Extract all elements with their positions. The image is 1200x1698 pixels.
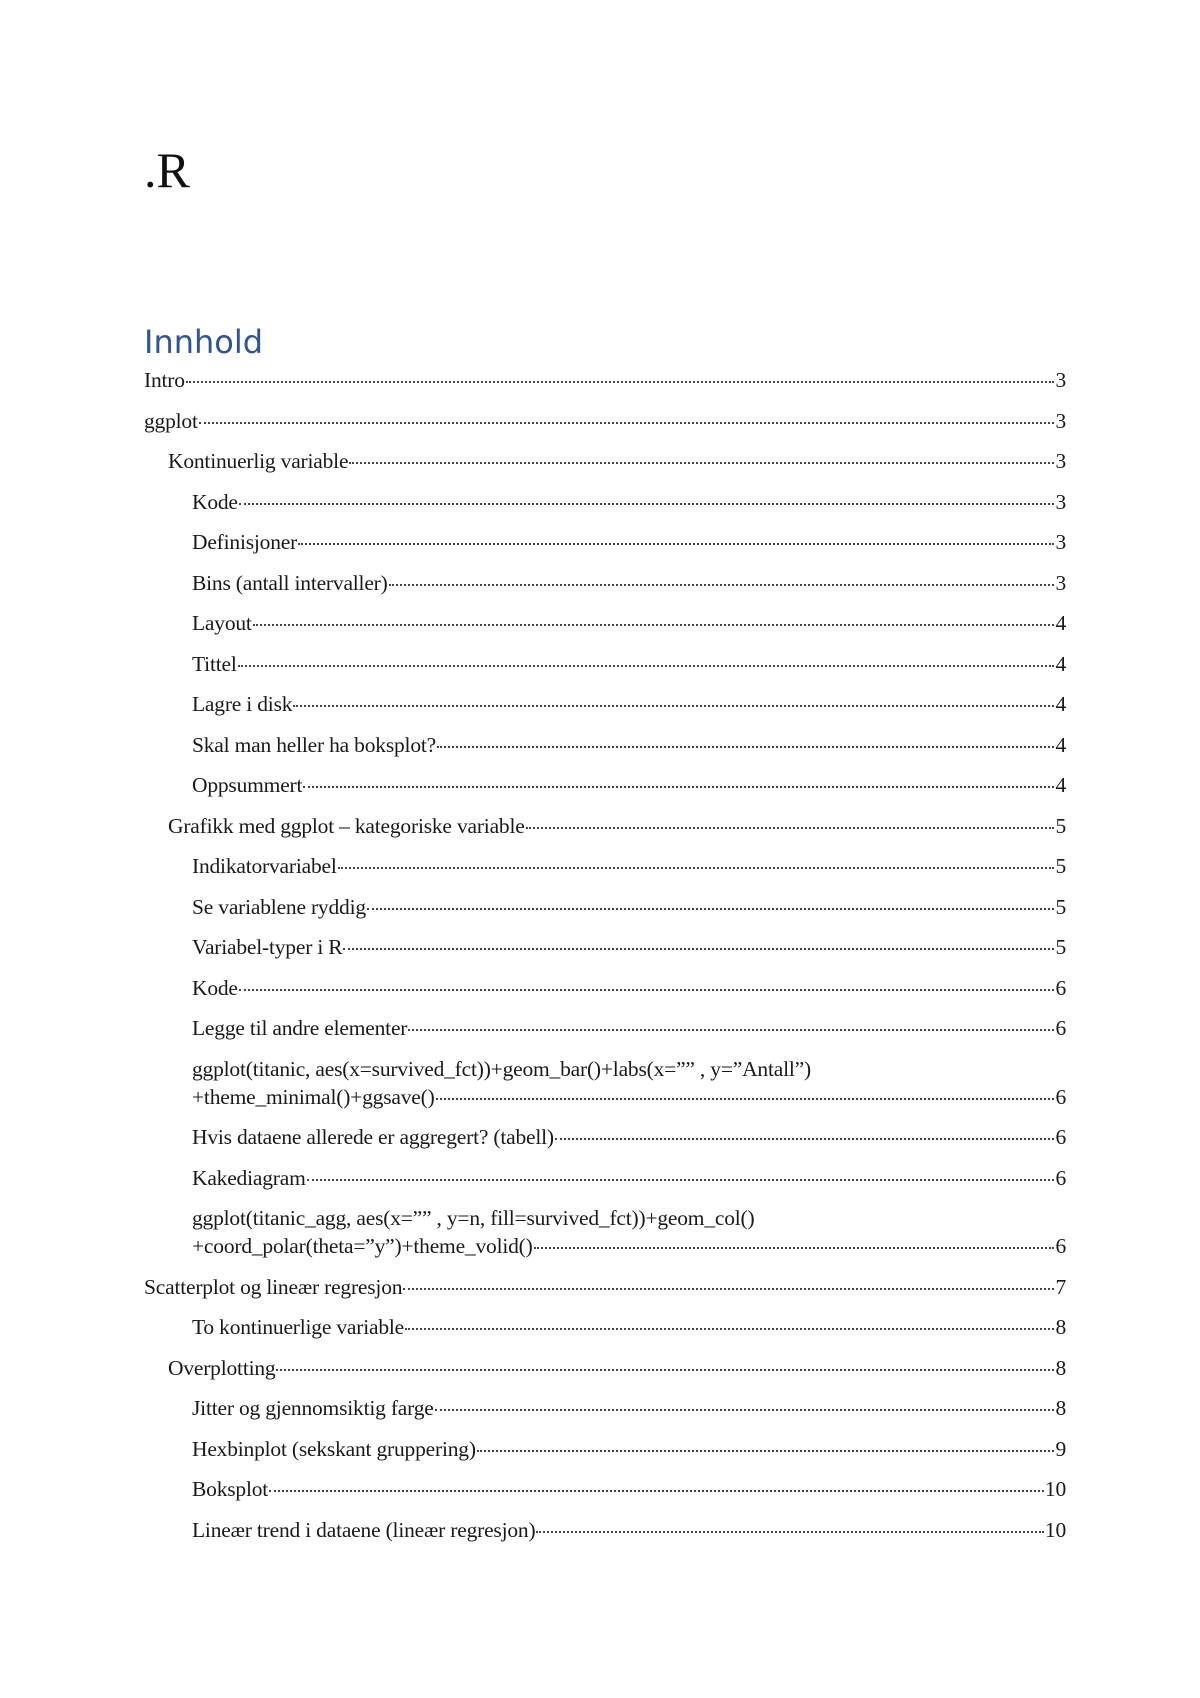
toc-dot-leader xyxy=(253,624,1055,626)
toc-entry-title: Lagre i disk xyxy=(192,692,293,716)
toc-dot-leader xyxy=(239,989,1055,991)
toc-dot-leader xyxy=(389,584,1055,586)
toc-entry[interactable] xyxy=(144,1014,1066,1042)
toc-page-number: 9 xyxy=(1055,1436,1066,1461)
toc-entry[interactable] xyxy=(144,447,1066,475)
toc-entry[interactable] xyxy=(144,1516,1066,1544)
toc-page-number: 3 xyxy=(1055,489,1066,514)
toc-dot-leader xyxy=(298,543,1054,545)
toc-entry-title: Skal man heller ha boksplot? xyxy=(192,732,436,757)
toc-page-number: 8 xyxy=(1055,1315,1066,1339)
toc-entry[interactable] xyxy=(144,528,1066,556)
toc-page-number: 5 xyxy=(1055,813,1066,838)
toc-entry[interactable] xyxy=(144,609,1066,637)
toc-entry[interactable] xyxy=(144,1435,1066,1463)
toc-entry[interactable] xyxy=(144,771,1066,799)
toc-page-number: 4 xyxy=(1055,732,1066,757)
toc-dot-leader xyxy=(269,1490,1044,1492)
toc-entry-title: Hexbinplot (sekskant gruppering) xyxy=(192,1436,476,1461)
toc-entry-title: Grafikk med ggplot – kategoriske variable xyxy=(168,813,525,838)
toc-dot-leader xyxy=(435,1409,1055,1411)
toc-entry-title: Bins (antall intervaller) xyxy=(192,570,388,595)
toc-page-number: 10 xyxy=(1044,1517,1066,1542)
toc-dot-leader xyxy=(239,503,1055,505)
toc-entry-title: Definisjoner xyxy=(192,530,298,554)
toc-page-number: 5 xyxy=(1055,935,1066,959)
toc-entry[interactable] xyxy=(144,852,1066,880)
toc-page-number: 5 xyxy=(1055,894,1066,919)
toc-page-number: 7 xyxy=(1055,1274,1066,1299)
toc-entry[interactable] xyxy=(144,731,1066,759)
toc-page-number: 6 xyxy=(1055,1234,1066,1258)
toc-entry-title: Kakediagram xyxy=(192,1165,306,1190)
toc-dot-leader xyxy=(276,1369,1054,1371)
toc-page-number: 6 xyxy=(1055,1125,1066,1149)
toc-page-number: 4 xyxy=(1055,773,1066,797)
toc-entry-title: Indikatorvariabel xyxy=(192,854,337,878)
toc-dot-leader xyxy=(186,381,1055,383)
toc-dot-leader xyxy=(307,1179,1055,1181)
toc-entry[interactable] xyxy=(144,1394,1066,1422)
toc-entry[interactable] xyxy=(144,1123,1066,1151)
toc-entry[interactable] xyxy=(144,812,1066,840)
table-of-contents xyxy=(144,366,1066,1556)
toc-page-number: 6 xyxy=(1055,975,1066,1000)
document-title: .R xyxy=(144,142,190,198)
toc-entry-title: Kontinuerlig variable xyxy=(168,449,349,473)
toc-dot-leader xyxy=(367,908,1055,910)
toc-page-number: 8 xyxy=(1055,1355,1066,1380)
toc-entry-title-line: ggplot(titanic_agg, aes(x=”” , y=n, fill=survived_fct))+geom_col() xyxy=(192,1206,755,1230)
toc-entry-title: ggplot xyxy=(144,408,198,433)
toc-entry-title: Scatterplot og lineær regresjon xyxy=(144,1274,403,1299)
toc-page-number: 5 xyxy=(1055,854,1066,878)
toc-entry[interactable] xyxy=(144,488,1066,516)
toc-entry-title: Layout xyxy=(192,611,252,635)
toc-dot-leader xyxy=(199,422,1055,424)
toc-page-number: 6 xyxy=(1055,1165,1066,1190)
toc-dot-leader xyxy=(534,1247,1055,1249)
toc-page-number: 3 xyxy=(1055,570,1066,595)
toc-dot-leader xyxy=(408,1029,1054,1031)
toc-entry-title: To kontinuerlige variable xyxy=(192,1315,405,1339)
toc-dot-leader xyxy=(238,665,1055,667)
toc-entry-title-line: ggplot(titanic, aes(x=survived_fct))+geom_bar()+labs(x=”” , y=”Antall”) xyxy=(192,1056,811,1081)
toc-page-number: 6 xyxy=(1055,1016,1066,1040)
toc-entry-title: Kode xyxy=(192,489,238,514)
toc-entry-title: Tittel xyxy=(192,651,237,676)
toc-entry-title: Hvis dataene allerede er aggregert? (tabell) xyxy=(192,1125,554,1149)
toc-dot-leader xyxy=(555,1138,1055,1140)
toc-dot-leader xyxy=(477,1450,1055,1452)
toc-entry-title: Kode xyxy=(192,975,238,1000)
toc-entry[interactable] xyxy=(144,974,1066,1002)
toc-dot-leader xyxy=(437,746,1054,748)
toc-page-number: 8 xyxy=(1055,1396,1066,1420)
toc-entry-title: Intro xyxy=(144,368,185,392)
toc-dot-leader xyxy=(405,1328,1054,1330)
toc-page-number: 10 xyxy=(1044,1477,1066,1501)
toc-entry-title: Variabel-typer i R xyxy=(192,935,343,959)
toc-entry[interactable] xyxy=(144,1164,1066,1192)
toc-entry-title: +coord_polar(theta=”y”)+theme_volid() xyxy=(192,1234,533,1258)
toc-dot-leader xyxy=(293,705,1054,707)
toc-page-number: 4 xyxy=(1055,651,1066,676)
toc-entry-title: Legge til andre elementer xyxy=(192,1016,408,1040)
toc-entry[interactable] xyxy=(144,1204,1066,1260)
toc-dot-leader xyxy=(349,462,1054,464)
toc-entry[interactable] xyxy=(144,1354,1066,1382)
toc-entry[interactable] xyxy=(144,569,1066,597)
toc-entry[interactable] xyxy=(144,407,1066,435)
toc-entry[interactable] xyxy=(144,933,1066,961)
toc-dot-leader xyxy=(338,867,1055,869)
toc-entry[interactable] xyxy=(144,690,1066,718)
toc-entry-title: Oppsummert xyxy=(192,773,303,797)
toc-entry[interactable] xyxy=(144,1313,1066,1341)
toc-page-number: 3 xyxy=(1055,408,1066,433)
toc-dot-leader xyxy=(526,827,1055,829)
toc-dot-leader xyxy=(403,1288,1054,1290)
toc-heading: Innhold xyxy=(144,323,264,361)
toc-dot-leader xyxy=(343,948,1054,950)
toc-dot-leader xyxy=(536,1531,1043,1533)
toc-entry-title: Overplotting xyxy=(168,1355,276,1380)
toc-page-number: 3 xyxy=(1055,530,1066,554)
toc-page-number: 4 xyxy=(1055,611,1066,635)
toc-page-number: 4 xyxy=(1055,692,1066,716)
toc-page-number: 6 xyxy=(1055,1084,1066,1109)
toc-entry-title: Jitter og gjennomsiktig farge xyxy=(192,1396,434,1420)
toc-page-number: 3 xyxy=(1055,449,1066,473)
toc-entry[interactable] xyxy=(144,650,1066,678)
toc-page-number: 3 xyxy=(1055,368,1066,392)
toc-entry[interactable] xyxy=(144,1475,1066,1503)
toc-entry-title: Boksplot xyxy=(192,1477,269,1501)
toc-entry[interactable] xyxy=(144,1055,1066,1111)
toc-entry-title: Se variablene ryddig xyxy=(192,894,366,919)
toc-dot-leader xyxy=(303,786,1054,788)
toc-entry[interactable] xyxy=(144,366,1066,394)
toc-entry[interactable] xyxy=(144,893,1066,921)
toc-entry[interactable] xyxy=(144,1273,1066,1301)
toc-entry-title: Lineær trend i dataene (lineær regresjon) xyxy=(192,1517,536,1542)
toc-dot-leader xyxy=(436,1098,1055,1100)
toc-entry-title: +theme_minimal()+ggsave() xyxy=(192,1084,435,1109)
